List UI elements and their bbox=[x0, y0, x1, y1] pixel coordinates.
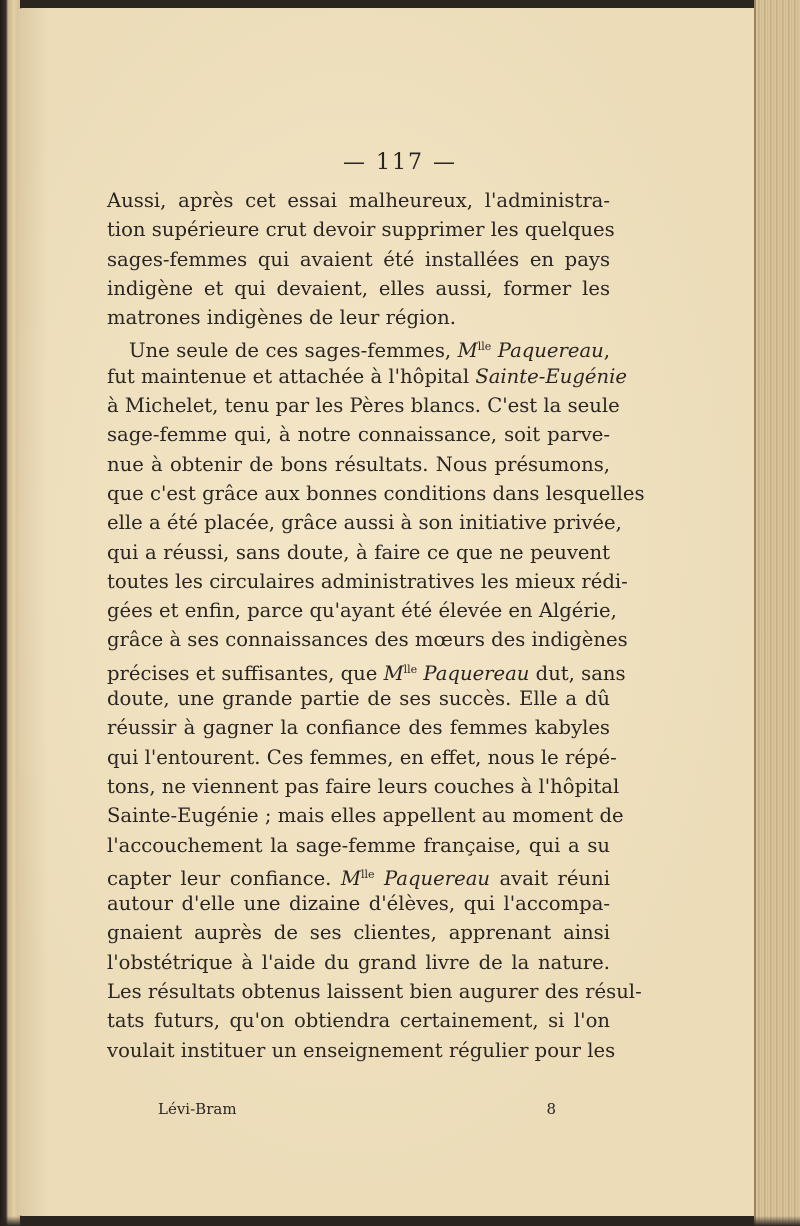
person-name: Paquereau bbox=[417, 661, 530, 685]
text-run: capter leur confiance. bbox=[107, 866, 341, 890]
text-line: doute, une grande partie de ses succès. Elle a dû bbox=[107, 687, 610, 711]
text-line: que c'est grâce aux bonnes conditions dans lesquelles bbox=[107, 481, 645, 505]
text-run: avait réuni bbox=[490, 866, 611, 890]
text-line: gnaient auprès de ses clientes, apprenant ainsi bbox=[107, 921, 610, 945]
title-superscript: lle bbox=[403, 662, 418, 676]
text-line: elle a été placée, grâce aussi à son initiative privée, bbox=[107, 511, 622, 535]
text-line: réussir à gagner la confiance des femmes kabyles bbox=[107, 716, 610, 740]
text-line: qui a réussi, sans doute, à faire ce que ne peuvent bbox=[107, 540, 610, 564]
text-line: tats futurs, qu'on obtiendra certainement, si l'on bbox=[107, 1009, 610, 1033]
text-line: autour d'elle une dizaine d'élèves, qui l'accompa- bbox=[107, 892, 610, 916]
text-line: grâce à ses connaissances des mœurs des indigènes bbox=[107, 628, 628, 652]
text-line: tons, ne viennent pas faire leurs couches à l'hôpital bbox=[107, 774, 620, 798]
text-line: Aussi, après cet essai malheureux, l'administra- bbox=[107, 189, 610, 212]
text-line: toutes les circulaires administratives les mieux rédi- bbox=[107, 569, 628, 593]
text-line: l'accouchement la sage-femme française, qui a su bbox=[107, 833, 610, 857]
bottom-shadow bbox=[0, 1216, 800, 1226]
sheet-number: 8 bbox=[546, 1100, 556, 1118]
printer-signature: Lévi-Bram bbox=[158, 1100, 237, 1118]
text-line: indigène et qui devaient, elles aussi, former les bbox=[107, 276, 610, 300]
text-line: sage-femme qui, à notre connaissance, soit parve- bbox=[107, 423, 610, 447]
text-line bbox=[107, 860, 610, 889]
previous-page-edge bbox=[0, 0, 20, 1226]
text-run: , bbox=[603, 339, 611, 363]
text-line: Sainte-Eugénie ; mais elles appellent au moment de bbox=[107, 804, 624, 828]
title-abbrev: M bbox=[457, 339, 478, 363]
text-line: sages-femmes qui avaient été installées en pays bbox=[107, 247, 610, 271]
text-line: l'obstétrique à l'aide du grand livre de la nature. bbox=[107, 950, 610, 974]
text-line: voulait instituer un enseignement régulier pour les bbox=[107, 1038, 616, 1062]
title-superscript: lle bbox=[477, 340, 492, 354]
title-abbrev: M bbox=[383, 661, 404, 685]
text-line: nue à obtenir de bons résultats. Nous présumons, bbox=[107, 452, 610, 476]
text-line: gées et enfin, parce qu'ayant été élevée en Algérie, bbox=[107, 599, 617, 623]
text-line: matrones indigènes de leur région. bbox=[107, 306, 456, 330]
text-line bbox=[107, 362, 627, 391]
body-text bbox=[107, 186, 645, 1065]
hospital-name: Sainte-Eugénie bbox=[475, 364, 627, 388]
text-line bbox=[107, 332, 610, 361]
title-abbrev: M bbox=[340, 866, 361, 890]
text-run: Une seule de ces sages-femmes, bbox=[129, 339, 458, 363]
text-line: Les résultats obtenus laissent bien augurer des résul- bbox=[107, 980, 642, 1004]
text-line: à Michelet, tenu par les Pères blancs. C'est la seule bbox=[107, 394, 620, 418]
text-run: fut maintenue et attachée à l'hôpital bbox=[107, 364, 476, 388]
text-line bbox=[107, 655, 626, 685]
text-line: tion supérieure crut devoir supprimer les quelques bbox=[107, 218, 615, 242]
person-name: Paquereau bbox=[374, 866, 491, 890]
text-run: précises et suffisantes, que bbox=[107, 661, 384, 685]
text-line: qui l'entourent. Ces femmes, en effet, nous le répé- bbox=[107, 745, 617, 769]
text-run: dut, sans bbox=[529, 661, 626, 685]
title-superscript: lle bbox=[360, 867, 375, 881]
person-name: Paquereau bbox=[491, 339, 604, 363]
page-stack-edge bbox=[754, 0, 800, 1226]
page-number: — 117 — bbox=[343, 150, 457, 175]
